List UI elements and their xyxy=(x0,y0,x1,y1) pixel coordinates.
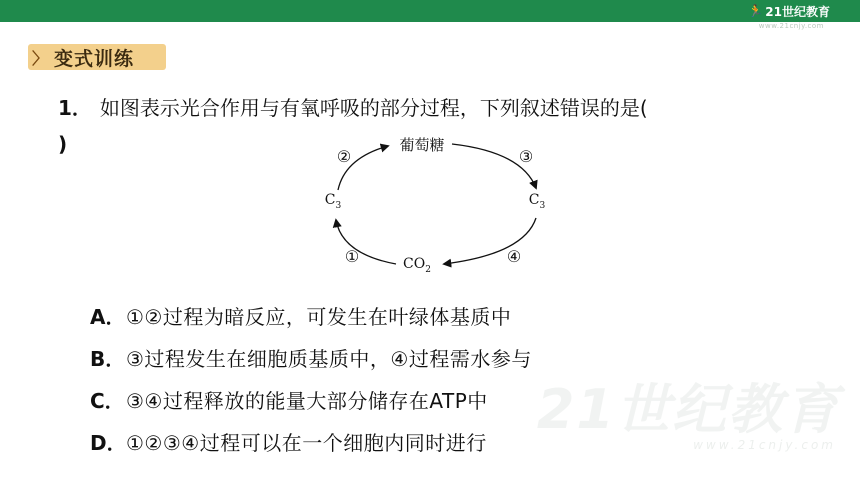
section-tag-label: 变式训练 xyxy=(54,47,135,70)
brand-logo xyxy=(748,1,830,21)
option-letter: C． xyxy=(90,388,125,413)
top-bar xyxy=(0,0,860,22)
watermark-url: www.21cnjy.com xyxy=(693,438,836,452)
section-tag xyxy=(28,44,166,70)
left-c3-label: $C_3$ xyxy=(324,192,342,211)
arrow-step4 xyxy=(444,218,536,264)
step2-label: ② xyxy=(336,147,352,166)
logo-text: 21世纪教育 xyxy=(765,4,830,19)
question-stem xyxy=(58,86,838,130)
answer-paren-close: ) xyxy=(58,132,68,156)
option-text: ①②过程为暗反应，可发生在叶绿体基质中 xyxy=(126,304,512,329)
step1-label: ① xyxy=(344,247,360,266)
runner-icon: 🏃 xyxy=(748,4,764,18)
option-text: ③过程发生在细胞质基质中，④过程需水参与 xyxy=(126,346,532,371)
right-c3-label: $C_3$ xyxy=(528,192,546,211)
option-a[interactable] xyxy=(90,294,532,336)
answer-options xyxy=(90,294,532,462)
glucose-label: 葡萄糖 xyxy=(399,136,445,154)
question-number: 1． xyxy=(58,96,92,120)
step3-label: ③ xyxy=(518,147,534,166)
option-b[interactable] xyxy=(90,336,532,378)
option-text: ①②③④过程可以在一个细胞内同时进行 xyxy=(126,430,487,455)
chevron-right-icon: 〉 xyxy=(32,48,49,68)
option-letter: B． xyxy=(90,346,126,371)
option-d[interactable] xyxy=(90,420,532,462)
logo-url: www.21cnjy.com xyxy=(758,22,824,30)
option-text: ③④过程释放的能量大部分储存在ATP中 xyxy=(126,388,488,413)
watermark: 21世纪教育 xyxy=(536,378,840,441)
co2-label: $CO_2$ xyxy=(403,256,431,275)
option-c[interactable] xyxy=(90,378,532,420)
cycle-diagram xyxy=(300,128,570,278)
option-letter: D． xyxy=(90,430,127,455)
step4-label: ④ xyxy=(506,247,522,266)
option-letter: A． xyxy=(90,304,126,329)
question-text: 如图表示光合作用与有氧呼吸的部分过程，下列叙述错误的是( xyxy=(99,96,648,120)
